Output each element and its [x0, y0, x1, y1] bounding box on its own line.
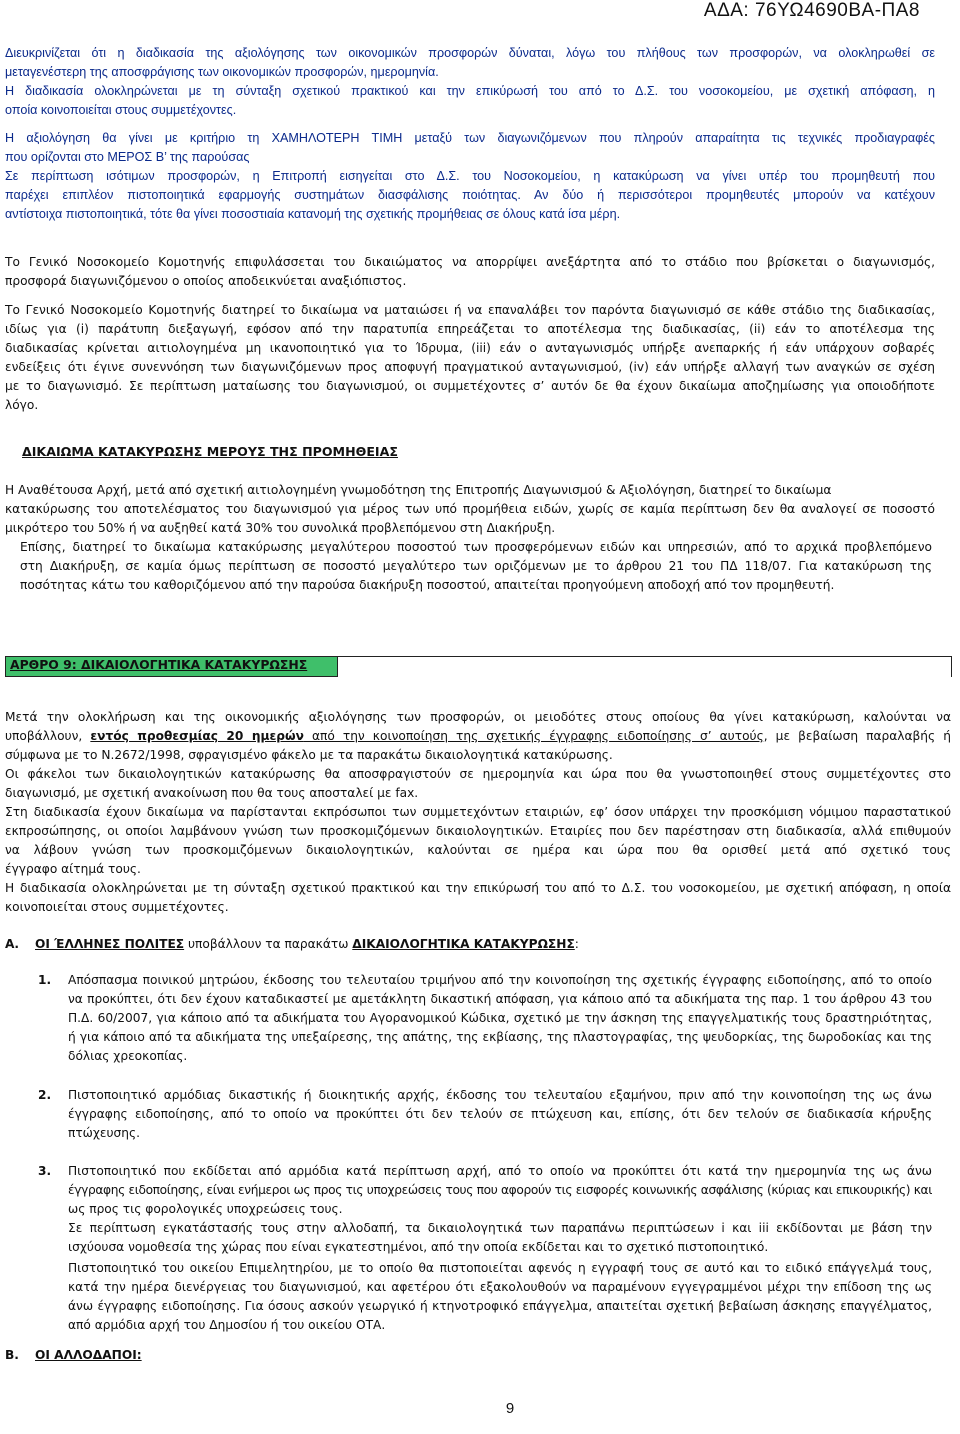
- item-number: [38, 1162, 51, 1181]
- text-line: σύμφωνα με το Ν.2672/1998, σφραγισμένο φάκελο με τα παρακάτω δικαιολογητικά κατακύρωσης.: [5, 748, 613, 762]
- text-line: Επίσης, διατηρεί το δικαίωμα κατακύρωσης μεγαλύτερου ποσοστού των προσφερόμενων ειδών και υπηρεσιών, από το αρχικά προβλεπόμενο: [20, 540, 932, 554]
- text-line: ιδίως για (i) παράτυπη διεξαγωγή, εφόσον από την παρατυπία επηρεάζεται το αποτέλεσμα της διαδικασίας, (ii) εάν το αποτέλεσμα της: [5, 322, 935, 336]
- partial-award-paragraph-2: [20, 538, 932, 595]
- item-1-number: 1.: [38, 973, 52, 987]
- text-fragment: , με βεβαίωση παραλαβής ή: [763, 729, 951, 743]
- partial-award-heading: ΔΙΚΑΙΩΜΑ ΚΑΤΑΚΥΡΩΣΗΣ ΜΕΡΟΥΣ ΤΗΣ ΠΡΟΜΗΘΕΙΑΣ: [22, 444, 398, 459]
- text-line: ισχύουσα νομοθεσία της χώρας που είναι εγκατεστημένοι, από την οποία εκδίδεται και το σχετικό πιστοποιητικό.: [68, 1240, 769, 1254]
- text-line: έγγραφο αίτημά τους.: [5, 862, 141, 876]
- text-line: Πιστοποιητικό του οικείου Επιμελητηρίου, με το οποίο θα πιστοποιείται αφενός η εγγραφή τους σε αυτό και το ειδικό επάγγελμά τους,: [68, 1261, 932, 1275]
- section-a-heading: [5, 935, 935, 954]
- section-b-title: ΟΙ ΑΛΛΟΔΑΠΟΙ:: [35, 1348, 142, 1362]
- text-line: στη Διακήρυξη, σε καμία όμως περίπτωση σε ποσοστό μεγαλύτερο των οριζόμενων με το άρθρου 21 του ΠΔ 118/07. Για κατακύρωση της: [20, 559, 932, 573]
- partial-award-paragraph: [5, 481, 935, 538]
- item-number: [38, 971, 51, 990]
- text-line: Το Γενικό Νοσοκομείο Κομοτηνής διατηρεί το δικαίωμα να ματαιώσει ή να επαναλάβει τον παρόντα διαγωνισμό σε κάθε στάδιο της διαδικασίας,: [5, 303, 935, 317]
- text-line: Στη διαδικασία έχουν δικαίωμα να παρίστανται εκπρόσωποι των συμμετεχόντων εταιριών, εφ’ όσον υπάρχει την προσκόμιση νόμιμου παραστατικού: [5, 805, 951, 819]
- text-line: κατά την ημέρα διενέργειας του διαγωνισμού, και αφετέρου ότι εξακολουθούν να παραμένουν εγγεγραμμένοι μέχρι την επίδοση της ως: [68, 1280, 932, 1294]
- text-line: άνω έγγραφης ειδοποίησης. Για όσους ασκούν γεωργικό ή κτηνοτροφικό επάγγελμα, απαιτείται σχετική βεβαίωση άσκησης επαγγέλματος,: [68, 1299, 932, 1313]
- text-line: Πιστοποιητικό που εκδίδεται από αρμόδια κατά περίπτωση αρχή, από το οποίο να προκύπτει ότι κατά την ημερομηνία της ως άνω: [68, 1164, 932, 1178]
- page-number: 9: [505, 1400, 515, 1417]
- text-line: Πιστοποιητικό αρμόδιας δικαστικής ή διοικητικής αρχής, έκδοσης του τελευταίου εξαμήνου, πριν από την κοινοποίηση της ως άνω: [68, 1088, 932, 1102]
- item-number: [38, 1086, 51, 1105]
- text-line: εκπροσώπησης, οι οποίοι λαμβάνουν γνώση των προσκομιζόμενων δικαιολογητικών. Εταιρίες που δεν παρέστησαν στη διαδικασία, αλλά επιθυμούν: [5, 824, 951, 838]
- section-a-title: ΟΙ ΈΛΛΗΝΕΣ ΠΟΛΙΤΕΣ: [35, 937, 185, 951]
- text-line: ή για κάποιο από τα αδικήματα της υπεξαίρεσης, της απάτης, της εκβίασης, της πλαστογραφίας, της ψευδορκίας, της δωροδοκίας και της: [68, 1030, 932, 1044]
- text-line: διαγωνισμό, με σχετική ανακοίνωση που θα τους αποσταλεί με fax.: [5, 786, 419, 800]
- intro-paragraph-2: [5, 129, 935, 224]
- text-line: διαδικασίας κρίνεται αιτιολογημένα μη ικανοποιητικό για το Ίδρυμα, (iii) εάν ο ανταγωνισμός υπήρξε ανεπαρκής ή εάν υπάρχουν σοβαρές: [5, 341, 935, 355]
- text-line: που ορίζονται στο ΜΕΡΟΣ Β’ της παρούσας: [5, 150, 250, 164]
- text-line: έγγραφης ειδοποίησης, από το οποίο να προκύπτει ότι δεν τελούν σε πτώχευση και, επίσης, ότι δεν τελούν σε διαδικασία κήρυξης: [68, 1107, 932, 1121]
- text-line: Σε περίπτωση ισότιμων προσφορών, η Επιτροπή εισηγείται στο Δ.Σ. του Νοσοκομείου, η κατακύρωση να γίνει υπέρ του προμηθευτή που: [5, 169, 935, 183]
- deadline-emphasis: εντός προθεσμίας 20 ημερών: [90, 729, 304, 743]
- text-line: Οι φάκελοι των δικαιολογητικών κατακύρωσης θα αποσφραγιστούν σε ημερομηνία και ώρα που θα γνωστοποιηθεί στους συμμετέχοντες στο: [5, 767, 951, 781]
- section-b-heading: [5, 1346, 305, 1365]
- text-line: ενδείξεις ότι έγινε συνεννόηση των διαγωνιζόμενων προς αποφυγή πραγματικού ανταγωνισμού, (iv) εάν υπήρξε αλλαγή των αναγκών σε σχέση: [5, 360, 935, 374]
- text-line: [5, 727, 951, 746]
- section-b-heading-line: [5, 1346, 305, 1365]
- text-line: οποία κοινοποιείται στους συμμετέχοντες.: [5, 103, 237, 117]
- text-line: μεταγενέστερη της αποσφράγισης των οικονομικών προσφορών, ημερομηνία.: [5, 65, 439, 79]
- ada-code: ΑΔΑ: 76ΥΩ4690ΒΑ-ΠΑ8: [703, 0, 920, 21]
- text-line: Διευκρινίζεται ότι η διαδικασία της αξιολόγησης των οικονομικών προσφορών δύναται, λόγω του πλήθους των προσφορών, να ολοκληρωθεί σε: [5, 46, 935, 60]
- text-line: αντίστοιχα πιστοποιητικά, τότε θα γίνει ποσοστιαία κατανομή της σχετικής προμήθειας σε όλους κατά ίσα μέρη.: [5, 207, 621, 221]
- section-a-letter: Α.: [5, 937, 20, 951]
- text-line: από αρμόδια αρχή του Δημοσίου ή του οικείου ΟΤΑ.: [68, 1318, 386, 1332]
- text-line: Απόσπασμα ποινικού μητρώου, έκδοσης του τελευταίου τριμήνου από την κοινοποίηση της σχετικής έγγραφης ειδοποίησης, από το οποίο: [68, 973, 932, 987]
- text-line: κοινοποιείται στους συμμετέχοντες.: [5, 900, 229, 914]
- text-fragment: υποβάλλουν τα παρακάτω: [184, 937, 353, 951]
- section-a-docs-title: ΔΙΚΑΙΟΛΟΓΗΤΙΚΑ ΚΑΤΑΚΥΡΩΣΗΣ: [352, 937, 575, 951]
- item-3-text: [68, 1162, 932, 1257]
- text-line: με το διαγωνισμό. Σε περίπτωση ματαίωσης του διαγωνισμού, οι συμμετέχοντες σ’ αυτόν δε θα έχουν δικαίωμα αποζημίωσης για οποιοδήποτε: [5, 379, 935, 393]
- section-a-heading-line: [5, 935, 935, 954]
- item-3-number: 3.: [38, 1164, 52, 1178]
- intro-paragraph-1: [5, 44, 935, 120]
- text-line: δόλιας χρεοκοπίας.: [68, 1049, 188, 1063]
- item-2-text: [68, 1086, 932, 1143]
- text-line: λόγο.: [5, 398, 39, 412]
- text-line: Το Γενικό Νοσοκομείο Κομοτηνής επιφυλάσσεται του δικαιώματος να απορρίψει ανεξάρτητα από το στάδιο που βρίσκεται ο διαγωνισμός,: [5, 255, 935, 269]
- article-9-title: ΑΡΘΡΟ 9: ΔΙΚΑΙΟΛΟΓΗΤΙΚΑ ΚΑΤΑΚΥΡΩΣΗΣ: [10, 657, 308, 672]
- text-line: Π.Δ. 60/2007, για κάποιο από τα αδικήματα του Αγορανομικού Κώδικα, σχετικό με την άσκηση της επαγγελματικής τους δραστηριότητας,: [68, 1011, 932, 1025]
- notification-phrase: από την κοινοποίηση της σχετικής έγγραφης ειδοποίησης σ’ αυτούς: [303, 729, 764, 743]
- text-line: Η διαδικασία ολοκληρώνεται με τη σύνταξη σχετικού πρακτικού και την επικύρωσή του από το Δ.Σ. του νοσοκομείου, με σχετική απόφαση, η: [5, 84, 935, 98]
- text-line: προσφορά διαγωνιζόμενου ο οποίος αποδεικνύεται αναξιόπιστος.: [5, 274, 407, 288]
- text-line: να λάβουν γνώση των προσκομιζόμενων δικαιολογητικών, καλούνται σε ημέρα και ώρα που θα ορισθεί μετά από σχετικό τους: [5, 843, 951, 857]
- text-line: Η Αναθέτουσα Αρχή, μετά από σχετική αιτιολογημένη γνωμοδότηση της Επιτροπής Διαγωνισμού & Αξιολόγηση, διατηρεί το δικαίωμα: [5, 483, 832, 497]
- text-line: πτώχευσης.: [68, 1126, 141, 1140]
- text-line: κατακύρωσης του αποτελέσματος του διαγωνισμού για μέρος των υπό προμήθεια ειδών, χωρίς σε καμία περίπτωση δεν θα αναλογεί σε ποσοστό: [5, 502, 935, 516]
- text-fragment: :: [574, 937, 579, 951]
- rights-paragraph-1: [5, 253, 935, 291]
- article-9-paragraph: [5, 708, 951, 917]
- item-4-text: [68, 1259, 932, 1335]
- text-line: Η αξιολόγηση θα γίνει με κριτήριο τη ΧΑΜΗΛΟΤΕΡΗ ΤΙΜΗ μεταξύ των διαγωνιζόμενων που πληρούν απαραίτητα τις τεχνικές προδιαγραφές: [5, 131, 935, 145]
- item-1-text: [68, 971, 932, 1066]
- text-line: μικρότερο του 50% ή να αυξηθεί κατά 30% του συνολικά προβλεπόμενου στη Διακήρυξη.: [5, 521, 556, 535]
- text-line: να προκύπτει, ότι δεν έχουν καταδικαστεί με αμετάκλητη δικαστική απόφαση, για κάποιο από τα αδικήματα της παρ. 1 του άρθρου 43 του: [68, 992, 932, 1006]
- text-line: Σε περίπτωση εγκατάστασής τους στην αλλοδαπή, τα δικαιολογητικά των παραπάνω περιπτώσεων i και iii εκδίδονται με βάση την: [68, 1221, 932, 1235]
- text-line: έγγραφης ειδοποίησης, είναι ενήμεροι ως προς τις υποχρεώσεις τους που αφορούν τις εισφορές κοινωνικής ασφάλισης (κύριας και επικουρικής) και: [68, 1183, 932, 1197]
- text-fragment: υποβάλλουν,: [5, 729, 91, 743]
- text-line: ποσότητας κάτω του καθοριζόμενου από την παρούσα διακήρυξη ποσοστού, απαιτείται προηγούμενη αποδοχή από τον προμηθευτή.: [20, 578, 835, 592]
- text-line: Η διαδικασία ολοκληρώνεται με τη σύνταξη σχετικού πρακτικού και την επικύρωσή του από το Δ.Σ. του νοσοκομείου, με σχετική απόφαση, η οποία: [5, 881, 951, 895]
- rights-paragraph-2: [5, 301, 935, 415]
- section-b-letter: Β.: [5, 1348, 19, 1362]
- item-2-number: 2.: [38, 1088, 52, 1102]
- text-line: παρέχει επιπλέον πιστοποιητικά εφαρμογής συστημάτων διασφάλισης ποιότητας. Αν δύο ή περισσότεροι προμηθευτές μπορούν να κατέχουν: [5, 188, 935, 202]
- text-line: ως προς τις φορολογικές υποχρεώσεις τους.: [68, 1202, 343, 1216]
- text-line: Μετά την ολοκλήρωση και της οικονομικής αξιολόγησης των προσφορών, οι μειοδότες στους οποίους θα γίνει κατακύρωση, καλούνται να: [5, 710, 951, 724]
- article-9-frame: [336, 656, 952, 677]
